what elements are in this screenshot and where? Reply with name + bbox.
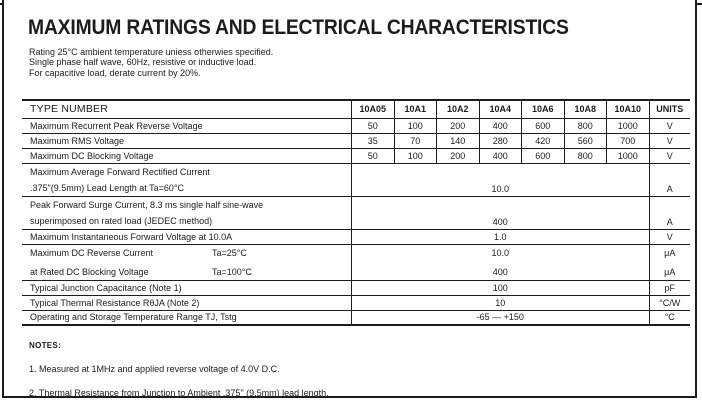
row-label-line — [30, 267, 351, 277]
unit-cell: V — [649, 230, 691, 244]
merged-value-cell: 400 — [351, 197, 649, 229]
row-label — [22, 197, 351, 229]
value-cell: 400 — [479, 119, 522, 133]
value-cell: 140 — [436, 134, 479, 148]
row-label: Maximum RMS Voltage — [30, 135, 125, 146]
value-cell: 35 — [351, 134, 394, 148]
row-label-line: Peak Forward Surge Current, 8.3 ms single half sine-wave — [30, 199, 264, 210]
condition-line: Single phase half wave, 60Hz, resistive or inductive load. — [29, 57, 257, 68]
column-header: 10A4 — [479, 101, 522, 118]
row-label-text: Maximum DC Reverse Current — [30, 247, 154, 258]
row-label: Maximum Instantaneous Forward Voltage at 10.0A — [30, 231, 233, 242]
section-title: MAXIMUM RATINGS AND ELECTRICAL CHARACTERISTICS — [28, 16, 569, 39]
merged-value-cell: -65 — +150 — [351, 311, 649, 324]
row-label-line: Maximum Average Forward Rectified Current — [30, 166, 210, 177]
value-cell: 1000 — [606, 149, 649, 163]
value-cell: 800 — [564, 119, 607, 133]
value-cell: 100 — [394, 149, 437, 163]
unit-cell: A — [649, 197, 691, 229]
table-row — [22, 149, 690, 164]
row-label: Typical Junction Capacitance (Note 1) — [30, 282, 182, 293]
value-cell: 70 — [394, 134, 437, 148]
value-cell: 50 — [351, 119, 394, 133]
rating-conditions — [29, 47, 695, 78]
value-cell: 200 — [436, 149, 479, 163]
value-cell: 800 — [564, 149, 607, 163]
table-row — [22, 197, 690, 230]
column-header: 10A1 — [394, 101, 437, 118]
value-cell: 700 — [606, 134, 649, 148]
unit-line: μA — [664, 266, 676, 277]
condition-label: Ta=25°C — [212, 247, 247, 258]
column-header: 10A6 — [521, 101, 564, 118]
unit-cell: °C/W — [649, 296, 691, 310]
note-item: 1. Measured at 1MHz and applied reverse voltage of 4.0V D.C. — [29, 363, 280, 374]
row-label: Maximum Recurrent Peak Reverse Voltage — [30, 120, 203, 131]
type-number-header: TYPE NUMBER — [30, 103, 109, 116]
unit-cell: pF — [649, 281, 691, 295]
column-header: 10A10 — [606, 101, 649, 118]
merged-value-cell: 1.0 — [351, 230, 649, 244]
value-cell: 280 — [479, 134, 522, 148]
row-label — [22, 245, 351, 280]
row-label — [22, 164, 351, 196]
condition-label: Ta=100°C — [212, 266, 252, 277]
value-cell: 100 — [394, 119, 437, 133]
datasheet-page-frame — [2, 0, 697, 398]
table-row — [22, 164, 690, 197]
value-line: 10.0 — [491, 247, 510, 258]
value-line: 400 — [492, 266, 508, 277]
value-cell: 400 — [479, 149, 522, 163]
merged-value-cell: 10 — [351, 296, 649, 310]
row-label: Typical Thermal Resistance RθJA (Note 2) — [30, 297, 200, 308]
table-row — [22, 311, 690, 326]
unit-cell: V — [649, 119, 691, 133]
unit-cell — [649, 245, 691, 280]
value-cell: 200 — [436, 119, 479, 133]
value-cell: 600 — [521, 149, 564, 163]
condition-line: Rating 25°C ambient temperature uniess otherwies specified. — [29, 47, 274, 57]
note-item: 2. Thermal Resistance from Junction to Ambient .375" (9.5mm) lead length. — [29, 387, 329, 398]
table-row — [22, 245, 690, 281]
value-cell: 1000 — [606, 119, 649, 133]
unit-line: μA — [664, 247, 676, 258]
table-row — [22, 230, 690, 245]
column-header: 10A05 — [351, 101, 394, 118]
notes-section — [29, 341, 695, 398]
table-row — [22, 281, 690, 296]
notes-heading: NOTES: — [29, 340, 62, 350]
merged-value-cell — [351, 245, 649, 280]
row-label-line: .375"(9.5mm) Lead Length at Ta=60°C — [30, 182, 184, 193]
merged-value-cell: 10.0 — [351, 164, 649, 196]
ratings-table — [22, 99, 690, 326]
table-row — [22, 296, 690, 311]
merged-value-cell: 100 — [351, 281, 649, 295]
value-cell: 600 — [521, 119, 564, 133]
row-label: Operating and Storage Temperature Range TJ, Tstg — [30, 312, 237, 323]
table-header-row — [22, 101, 690, 119]
column-header: 10A2 — [436, 101, 479, 118]
table-row — [22, 119, 690, 134]
unit-cell: A — [649, 164, 691, 196]
units-header: UNITS — [649, 101, 691, 118]
table-row — [22, 134, 690, 149]
row-label-line — [30, 248, 351, 258]
row-label: Maximum DC Blocking Voltage — [30, 150, 154, 161]
unit-cell: °C — [649, 311, 691, 324]
unit-cell: V — [649, 134, 691, 148]
unit-cell: V — [649, 149, 691, 163]
value-cell: 560 — [564, 134, 607, 148]
column-header: 10A8 — [564, 101, 607, 118]
value-cell: 50 — [351, 149, 394, 163]
value-cell: 420 — [521, 134, 564, 148]
condition-line: For capacitive load, derate current by 20%. — [29, 67, 201, 78]
row-label-line: superimposed on rated load (JEDEC method) — [30, 215, 213, 226]
row-label-text: at Rated DC Blocking Voltage — [30, 266, 149, 277]
